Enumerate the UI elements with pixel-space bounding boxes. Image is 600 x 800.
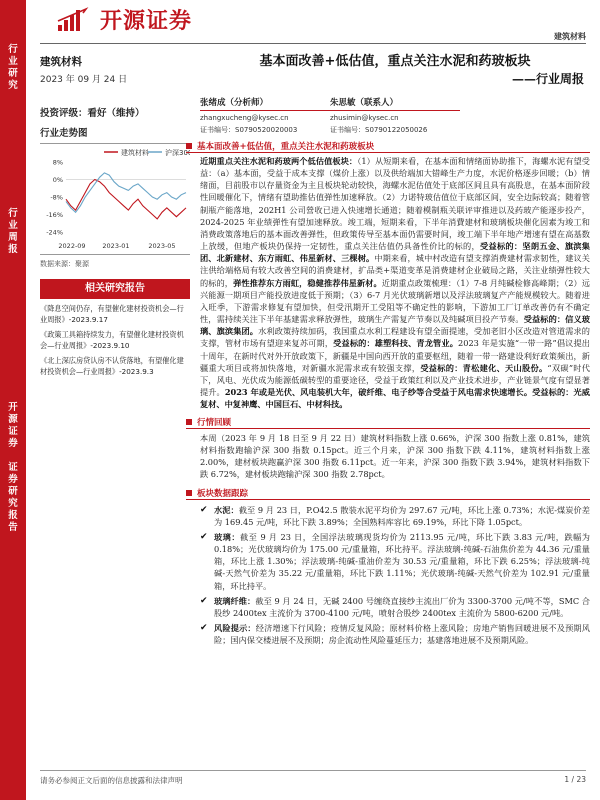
section-divider bbox=[186, 499, 590, 500]
analyst-name: 朱思敏（联系人） bbox=[330, 96, 460, 111]
header-category: 建筑材料 bbox=[554, 32, 586, 41]
related-report-link[interactable]: 《北上深広房贷认房不认贷落地，有望催化建材投资机会—行业周报》-2023.9.3 bbox=[40, 356, 184, 376]
side-label-report: 证 券 研 究 报 告 bbox=[8, 462, 18, 533]
section-focus-body bbox=[200, 155, 590, 410]
analyst-name: 张绪成（分析师） bbox=[200, 96, 330, 111]
body-text: 2023 年是实施“一带一路”倡议提出十周年，在新时代对外开放政策下，新疆是中国向西开放的重要枢纽，随着一带一路建设利好政策频出，新疆重大项目或将加快落地，对新疆水泥需求或有较强支撑， bbox=[200, 338, 590, 373]
side-label-weekly: 行 业 周 报 bbox=[8, 208, 18, 255]
tracking-item bbox=[200, 622, 590, 646]
trend-chart-title: 行业走势图 bbox=[40, 128, 88, 139]
tracking-label: 风险提示： bbox=[214, 623, 256, 633]
investment-rating: 投资评级：看好（维持） bbox=[40, 108, 145, 119]
highlight-text: 弹性推荐东方雨虹，稳健推荐伟星新材。 bbox=[233, 277, 382, 288]
highlight-text: 受益标的：坚朗五金、旗滨集团、北新建材、东方雨虹、伟星新材、三棵树。 bbox=[200, 241, 590, 264]
checkmark-icon: ✔ bbox=[200, 596, 208, 606]
checkmark-icon: ✔ bbox=[200, 505, 208, 515]
section-header-review: 行情回顾 bbox=[186, 416, 231, 428]
chart-source: 数据来源：聚源 bbox=[40, 260, 89, 268]
analyst-cert: 证书编号：S0790122050026 bbox=[330, 126, 428, 134]
trend-chart bbox=[40, 143, 190, 255]
tracking-text: 经济增速下行风险；疫情反复风险；原材料价格上涨风险；房地产销售回暖进展不及预期风险；国内保交楼进展不及预期；房企流动性风险蔓延压力；基建落地进展不及预期风险。 bbox=[214, 623, 590, 646]
body-text: （1）从短期来看，在基本面和情绪面协助推下，海螺水泥有望受益：（a）基本面，受益于成本支撑（煤价上涨）以及供给端加大错峰生产力度，水泥价格逐步回暖；（b）情绪面，目前股市以存量资金为主且板块轮动较快，海螺水泥估值处于底部区间且具有高股息，在基本面阶段性回暖催化下，情绪有望助推估值弹性加速释放。（2）力诺特玻估值位于底部区间，安全边际较高；随着管制瓶产能落地，202H1 公司營收已进入快速增长通道；随着模制瓶关联评审推进以及药玻产能逐步投产，2024-2025 年业绩弹性有望加速释放。竣工端，短期来看，下半年消費建材和玻璃板块催化因素为竣工和消费政策落地后的基本面改善弹性，但政策传导至基本面仍需要时间，竣工端下半年地产增速有望在高基数上放缓，但地产板块仍保持一定韧性，重点关注估值仍具备性价比的标的， bbox=[200, 156, 590, 252]
analyst-email[interactable]: zhusimin@kysec.cn bbox=[330, 114, 399, 122]
body-text: 中期来看，城中村改造有望支撑消费建材需求韧性，建议关注供给端格局有较大改善空间的消费建材，扩品类+渠道变革是消费建材企业破局之路，关注业绩弹性较大的标的， bbox=[200, 253, 590, 288]
page-number: 1 / 23 bbox=[564, 775, 586, 784]
side-band bbox=[0, 0, 26, 800]
analyst-cert: 证书编号：S0790520020003 bbox=[200, 126, 298, 134]
section-divider bbox=[186, 428, 590, 429]
checkmark-icon: ✔ bbox=[200, 532, 208, 542]
logo-mark-icon bbox=[56, 7, 94, 33]
tracking-text: 截至 9 月 23 日，全国浮法玻璃现货均价为 2113.95 元/吨，环比下跌 3.83 元/吨，跌幅为 0.18%；光伏玻璃均价为 175.00 元/重量箱，环比持平。浮法玻璃-纯碱-石油焦价差为 44.36 元/重量箱，环比上涨 1.30%；浮法玻璃-纯碱-重油价差为 30.53 元/重量箱，环比下跌 6.25%；浮法玻璃-纯碱-天然气价差为 35.22 元/重量箱，环比下跌 1.11%；光伏玻璃-纯碱-天然气价差为 102.91 元/重量箱，环比持平。 bbox=[214, 532, 590, 591]
tracking-text: 截至 9 月 24 日，无碱 2400 号缠绕直接纱主流出厂价为 3300-3700 元/吨不等，SMC 合股纱 2400tex 主流价为 3700-4100 元/吨，喷射合股纱 2400tex 主流价为 5800-6200 元/吨。 bbox=[214, 596, 590, 619]
tracking-label: 玻璃： bbox=[214, 532, 241, 542]
trend-chart-svg bbox=[40, 144, 190, 256]
report-title: 基本面改善+低估值，重点关注水泥和药玻板块 bbox=[259, 54, 531, 69]
y-tick-label: 8% bbox=[52, 158, 63, 167]
tracking-text: 截至 9 月 23 日，P.O42.5 散装水泥平均价为 297.67 元/吨，环比上涨 0.73%；水泥-煤炭价差为 169.45 元/吨，环比下跌 3.89%；全国熟料库容比 69.19%，环比下降 1.05pct。 bbox=[214, 505, 590, 528]
highlight-text: 受益标的：信义玻璃、旗滨集团。 bbox=[200, 314, 590, 337]
y-tick-label: -16% bbox=[46, 211, 63, 219]
report-date: 2023 年 09 月 24 日 bbox=[40, 75, 128, 85]
left-column bbox=[40, 50, 190, 377]
section-bullet-icon bbox=[186, 143, 192, 149]
series-line bbox=[66, 173, 186, 212]
section-bullet-icon bbox=[186, 490, 192, 496]
footer-disclaimer: 请务必参阅正文后面的信息披露和法律声明 bbox=[40, 776, 183, 785]
body-text: 近期重点政策梳理：（1）7-8 月纯碱检修高峰期；（2）远兴能源一期项目产能投放进度低于预期；（3）6-7 月光伏玻璃新增以及浮法玻璃复产产能规模较大。随着进入旺季，下游需求修复有望加快，但受汛期开工受阻等不确定性的影响，下游加工厂订单改善仍有不确定性，需持续关注下半年基建需求释放弹性，玻璃生产需复产节奏以及纯碱项目投产节奏。 bbox=[200, 277, 590, 325]
side-label-research: 行 业 研 究 bbox=[8, 44, 18, 91]
related-report-link[interactable]: 《政策工具箱持续发力，有望催化建材投资机会—行业周报》-2023.9.10 bbox=[40, 330, 184, 350]
company-logo bbox=[56, 4, 192, 35]
tracking-item bbox=[200, 595, 590, 619]
tracking-item bbox=[200, 504, 590, 528]
x-tick-label: 2022-09 bbox=[58, 242, 86, 250]
x-tick-label: 2023-01 bbox=[102, 242, 130, 250]
analyst-card bbox=[330, 96, 460, 135]
section-bullet-icon bbox=[186, 419, 192, 425]
y-tick-label: 0% bbox=[52, 176, 63, 184]
section-review-body: 本周（2023 年 9 月 18 日至 9 月 22 日）建筑材料指数上涨 0.66%，沪深 300 指数上涨 0.81%，建筑材料指数跑输沪深 300 指数 0.15pct。近三个月来，沪深 300 指数下跌 4.11%，建筑材料指数上涨 2.00%，建材板块跑赢沪深 300 指数 6.11pct。近一年来，沪深 300 指数下跌 3.94%，建筑材料指数下跌 6.72%，建材板块跑输沪深 300 指数 2.78pct。 bbox=[200, 433, 590, 480]
analyst-email[interactable]: zhangxucheng@kysec.cn bbox=[200, 114, 289, 122]
highlight-text: 受益标的：青松建化、天山股份。 bbox=[420, 362, 548, 373]
checkmark-icon: ✔ bbox=[200, 623, 208, 633]
y-tick-label: -24% bbox=[46, 228, 63, 237]
legend-label: 沪深300 bbox=[165, 149, 190, 157]
related-reports-header: 相关研究报告 bbox=[40, 279, 190, 299]
sector-name: 建筑材料 bbox=[40, 56, 82, 68]
tracking-label: 玻璃纤维： bbox=[214, 596, 256, 606]
body-text: 水利政策持续加码，我国重点水利工程建设有望全面提速，受加老旧小区改造对管道需求的支撑，管材市场有望迎来复苏可期， bbox=[200, 326, 590, 349]
y-tick-label: -8% bbox=[50, 193, 63, 202]
highlight-text: 2023 年或是光伏、风电装机大年，破纤维、电子纱等合受益于风电需求快速增长。受益标的：光威复材、中复神鹰、中国巨石、中材科技。 bbox=[200, 386, 590, 410]
highlight-text: 受益标的：雄塑科技、青龙管业。 bbox=[333, 338, 459, 349]
analyst-block bbox=[200, 96, 590, 135]
logo-text: 开源证券 bbox=[100, 9, 193, 34]
side-label-kysec: 开 源 证 券 bbox=[8, 402, 18, 449]
highlight-text: 近期重点关注水泥和药玻两个低估值板块： bbox=[200, 156, 358, 166]
x-tick-label: 2023-05 bbox=[148, 242, 176, 250]
tracking-label: 水泥： bbox=[214, 505, 239, 515]
section-header-focus: 基本面改善+低估值，重点关注水泥和药玻板块 bbox=[186, 140, 374, 152]
section-header-tracking: 板块数据跟踪 bbox=[186, 487, 248, 499]
legend-label: 建筑材料 bbox=[121, 149, 149, 157]
tracking-item bbox=[200, 531, 590, 592]
body-text: “双碳”时代下，风电、光伏成为能源低碳转型的重要途径，受益于政策红利以及产业技术进步，产业链景气度有望显著提升。 bbox=[200, 362, 590, 397]
analyst-card bbox=[200, 96, 330, 135]
section-divider bbox=[186, 152, 590, 153]
related-report-link[interactable]: 《降息空间仍存，有望催化建材投资机会—行业周报》-2023.9.17 bbox=[40, 304, 184, 324]
footer-divider bbox=[40, 770, 586, 771]
report-subtitle: ——行业周报 bbox=[511, 72, 584, 86]
header-divider bbox=[40, 43, 586, 44]
